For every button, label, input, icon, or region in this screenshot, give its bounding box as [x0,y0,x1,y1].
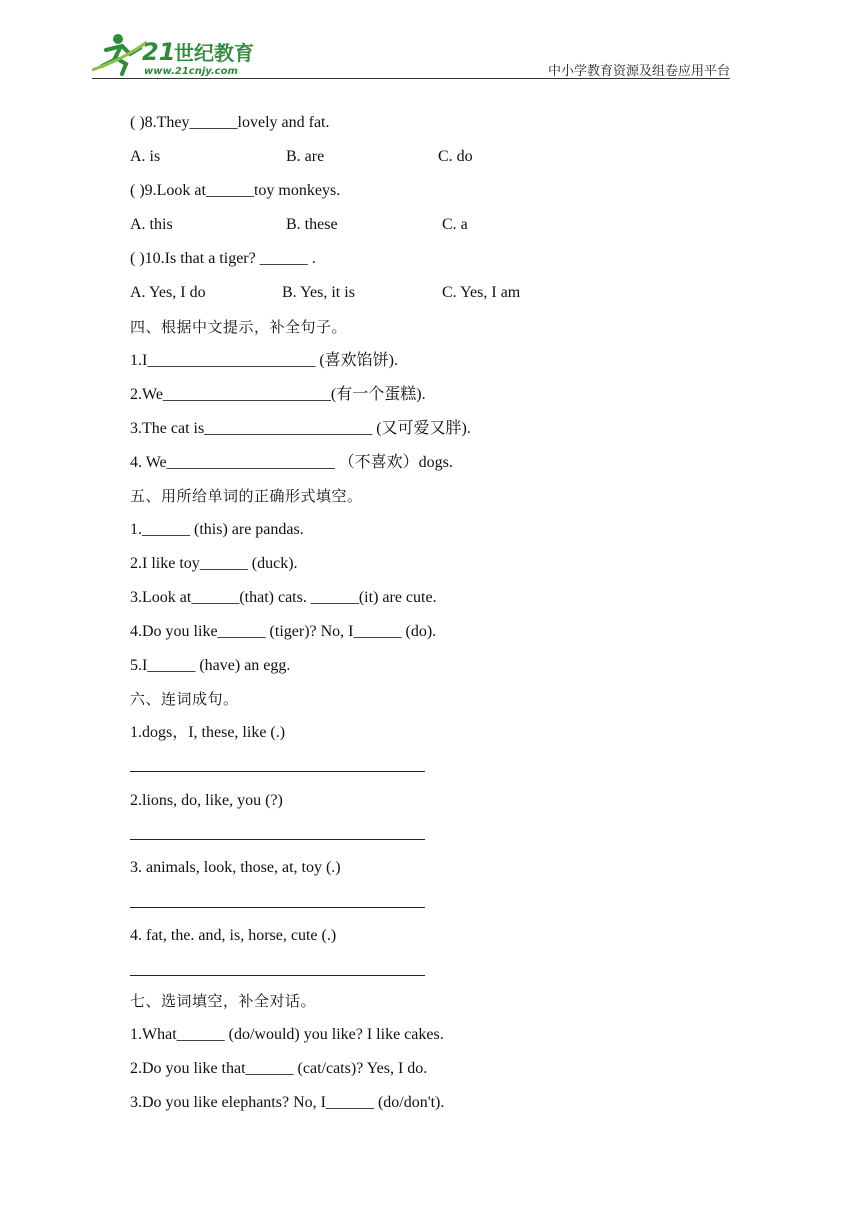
section-5-item: 4.Do you like______ (tiger)? No, I______ (do). [130,623,437,640]
option-b: B. are [286,148,325,165]
option-c: C. a [442,216,468,233]
answer-line [130,975,425,976]
section-5-item: 3.Look at______(that) cats. ______(it) are cute. [130,589,437,606]
section-6-item: 1.dogs，I, these, like (.) [130,724,286,741]
logo [92,30,262,78]
section-4-item: 4. We_____________________ （不喜欢）dogs. [130,454,453,471]
section-7-item: 3.Do you like elephants? No, I______ (do/don't). [130,1094,445,1111]
question-9-options [130,213,770,237]
answer-line [130,771,425,772]
question-10-options [130,281,770,305]
header-divider [92,78,730,79]
section-7-item: 1.What______ (do/would) you like? I like cakes. [130,1026,444,1043]
section-6-title: 六、连词成句。 [130,690,239,708]
option-a: A. this [130,216,173,233]
section-6-item: 3. animals, look, those, at, toy (.) [130,859,341,876]
section-7-title: 七、选词填空，补全对话。 [130,992,317,1010]
option-b: B. these [286,216,338,233]
answer-line [130,907,425,908]
section-7-item: 2.Do you like that______ (cat/cats)? Yes, I do. [130,1060,428,1077]
answer-line [130,839,425,840]
question-8: ( )8.They______lovely and fat. [130,114,330,131]
logo-number: 21 [142,38,176,66]
section-5-item: 5.I______ (have) an egg. [130,657,291,674]
option-a: A. Yes, I do [130,284,206,301]
question-8-options [130,145,770,169]
logo-url: www.21cnjy.com [144,66,238,77]
platform-name: 中小学教育资源及组卷应用平台 [547,64,730,79]
section-6-item: 4. fat, the. and, is, horse, cute (.) [130,927,337,944]
section-4-item: 3.The cat is_____________________ (又可爱又胖). [130,420,471,437]
section-5-item: 1.______ (this) are pandas. [130,521,304,538]
section-5-item: 2.I like toy______ (duck). [130,555,298,572]
option-c: C. Yes, I am [442,284,521,301]
section-5-title: 五、用所给单词的正确形式填空。 [130,487,363,505]
question-10: ( )10.Is that a tiger? ______ . [130,250,316,267]
option-b: B. Yes, it is [282,284,355,301]
question-9: ( )9.Look at______toy monkeys. [130,182,341,199]
runner-icon [92,34,147,74]
section-4-title: 四、根据中文提示，补全句子。 [130,318,348,336]
section-6-item: 2.lions, do, like, you (?) [130,792,283,809]
logo-name: 世纪教育 [174,41,254,65]
section-4-item: 1.I_____________________ (喜欢馅饼). [130,352,398,369]
section-4-item: 2.We_____________________(有一个蛋糕). [130,386,426,403]
page-header [92,30,730,80]
option-a: A. is [130,148,161,165]
option-c: C. do [438,148,473,165]
